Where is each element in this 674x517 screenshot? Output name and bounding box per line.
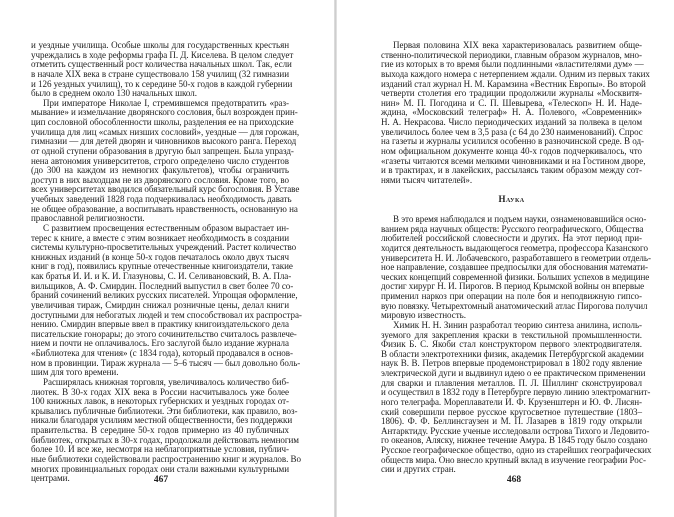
text-line: применил наркоз при операции на поле боя и неподвижную гипсо- — [381, 291, 642, 301]
text-line: браний сочинений великих русских писателей. Упрощая оформление, — [31, 290, 298, 301]
text-line: учебных заведений 1828 года подчеркивалась необходимость давать — [31, 194, 292, 204]
text-line: и осуществил в 1832 году в Петербурге первую линию электромагнит- — [381, 387, 651, 398]
text-line: увеличивая тираж, Смирдин снижал розничные цены, делал книги — [31, 299, 289, 310]
text-line: ного телеграфа. Мореплаватели И. Ф. Крузенштерн и Ю. Ф. Лисян- — [381, 396, 642, 407]
text-line: нием и почти не оплачивалось. Его заслугой было издание журнала — [31, 338, 289, 349]
text-line: библиотек, открытых в 30-х годах, продолжали действовать немногим — [31, 434, 299, 445]
text-line: В области электротехники физик, академик Петербургской академии — [381, 348, 644, 359]
text-line: В это время наблюдался и подъем науки, ознаменовавшийся осно- — [393, 214, 647, 224]
text-line: и 126 уездных училищ), то к середине 50-х годов в каждой губернии — [31, 78, 293, 89]
text-line: Первая половина XIX века характеризовалась развитием обще- — [393, 40, 642, 50]
text-line: вильщиков, А. Ф. Смирдин. Последний выпустил в свет более 70 со- — [31, 280, 294, 291]
left-page-body — [31, 40, 302, 484]
text-line: гимназии — для детей дворян и чиновников высокого ранга. Переход — [31, 136, 297, 147]
text-line: Расширялась книжная торговля, увеличивалось количество биб- — [43, 376, 289, 387]
science-paragraph-group — [381, 214, 652, 475]
text-line: ном официальном документе конца 40-х годов подчеркивалось, что — [381, 145, 642, 156]
text-line: Химик Н. Н. Зинин разработал теорию синтеза анилина, исполь- — [393, 319, 642, 330]
page-number: 468 — [506, 475, 522, 485]
text-line: любителей российской словесности и других. На этот период при- — [381, 233, 642, 244]
text-line: При императоре Николае I, стремившемся предотвратить «раз- — [43, 97, 289, 108]
text-line: нями тысяч читателей». — [381, 174, 473, 185]
text-line: ждина, «Московский телеграф» Н. А. Полевого, «Современник» — [381, 107, 642, 118]
text-line: книг в год), появились крупные отечественные книгоиздатели, такие — [31, 261, 293, 272]
left-page — [0, 0, 335, 517]
text-line: четверти столетия его традиции продолжили журналы «Москвитя- — [381, 88, 642, 99]
text-line: Антарктиду. Русские ученые исследовали острова Тихого и Ледовито- — [381, 425, 650, 436]
text-line: отметить существенный рост количества начальных школ. Так, если — [31, 59, 292, 70]
text-line: Физик Б. С. Якоби стал конструктором первого электродвигателя. — [381, 339, 642, 350]
text-line: многих провинциальных городах они стали важными культурными — [31, 463, 289, 474]
text-line: как братья И. И. и К. И. Глазуновы, С. И. Селивановский, В. А. Пла- — [31, 271, 292, 281]
text-line: ческих концепций современной физики. Больших успехов в медицине — [381, 271, 650, 282]
text-line: в начале XIX века в стране существовало 158 училищ (32 гимназии — [31, 68, 289, 79]
text-line: С развитием просвещения естественным образом вырастает ин- — [43, 222, 289, 233]
text-line: электрической дуги и выдвинул идею о ее практическом применении — [381, 368, 646, 378]
text-line: доступными для небогатых людей и тем способствовал их распростра- — [31, 309, 302, 320]
text-line: го океанов, Аляску, нижнее течение Амура. В 1845 году было создано — [381, 435, 648, 446]
text-line: нена автономия университетов, строго определено число студентов — [31, 155, 289, 166]
text-line: книжных изданий (в конце 50-х годов печаталось около двух тысяч — [31, 251, 289, 262]
text-line: училища для лиц «самых низших сословий», уездные — для горожан, — [31, 126, 300, 137]
text-line: крывались публичные библиотеки. Эти библиотеки, как правило, воз- — [31, 405, 298, 416]
text-line: «Библиотека для чтения» (с 1834 года), который продавался в основ- — [31, 348, 293, 358]
text-line: никали благодаря усилиям местной общественности, без поддержки — [31, 415, 293, 426]
text-line: правительства. В середине 50-х годов примерно из 40 публичных — [31, 425, 289, 435]
text-line: мывание» и измельчание дворянского сословия, был возрожден прин- — [31, 107, 298, 118]
text-line: ственно-политической периодики, главным образом журналов, мно- — [381, 49, 642, 60]
text-line: ное направление, создавшее предпосылки для обоснования математи- — [381, 262, 648, 273]
text-line: шим для того времени. — [31, 367, 119, 378]
text-line: было в среднем около 130 начальных школ. — [31, 88, 197, 99]
text-line: ский совершили первое русское кругосветное путешествие (1803– — [381, 406, 642, 417]
text-line: вую повязку. Четырехтомный анатомический атлас Пирогова получил — [381, 300, 648, 311]
text-line: лиотек. В 30-х годах XIX века в России насчитывалось уже более — [31, 386, 289, 397]
text-line: писательские гонорары; до этого сочинительство считалось развлече- — [31, 328, 297, 339]
text-line: Русское географическое общество, одно из старейших географических — [381, 445, 652, 455]
text-line: для сварки и плавления металлов. П. Л. Шиллинг сконструировал — [381, 377, 642, 388]
text-line: нению. Смирдин впервые ввел в практику книгоиздательского дела — [31, 319, 289, 330]
text-line: доступ в них выходцам не из дворянского сословия. Кроме того, во — [31, 174, 289, 185]
text-line: более 10. И все же, несмотря на неблагоприятные условия, публич- — [31, 444, 289, 455]
text-line: университета Н. И. Лобачевского, разработавшего в геометрии отдель- — [381, 252, 651, 263]
text-line: «газеты читаются всеми мелкими чиновниками и на Гостином дворе, — [381, 155, 646, 166]
text-line: и уездные училища. Особые школы для государственных крестьян — [31, 40, 289, 50]
text-line: ные библиотеки содействовали распространению книг и журналов. Во — [31, 453, 301, 464]
text-line: учреждались в ходе реформы графа П. Д. Киселева. В целом следует — [31, 49, 294, 60]
text-line: системы культурно-просветительных учреждений. Растет количество — [31, 242, 297, 253]
text-line: 1806). Ф. Ф. Беллинсгаузен и М. П. Лазарев в 1819 году открыли — [381, 416, 642, 427]
text-line: ном в провинции. Тираж журнала — 5–6 тысяч — был довольно боль- — [31, 357, 301, 368]
text-line: сии и других стран. — [381, 464, 456, 475]
text-line: выхода каждого номера с нетерпением ждали. Одним из первых таких — [381, 68, 650, 79]
right-page-body — [381, 40, 652, 475]
text-line: центрами. — [31, 473, 70, 484]
section-heading: Наука — [498, 194, 525, 205]
text-line: нин» М. П. Погодина и С. П. Шевырева, «Телескоп» Н. И. Наде- — [381, 97, 642, 108]
text-line: достиг хирург Н. И. Пирогов. В период Крымской войны он впервые — [381, 281, 645, 292]
text-line: и в трактирах, и в лакейских, рассылаясь таким образом между сот- — [381, 165, 642, 176]
text-line: наук В. В. Петров впервые продемонстрировал в 1802 году явление — [381, 358, 642, 369]
text-line: обществ мира. Оно внесло крупный вклад в изучение географии Рос- — [381, 454, 646, 465]
text-line: терес к книге, а вместе с этим возникает необходимость в создании — [31, 232, 289, 243]
text-line: зуемого для закрепления краски в текстильной промышленности. — [381, 329, 642, 340]
text-line: не общее образование, а воспитывать нравственность, основанную на — [31, 203, 298, 214]
page-number: 467 — [153, 475, 169, 485]
text-line: ходится деятельность выдающегося геометра, профессора Казанского — [381, 242, 648, 253]
text-line: ванием ряда научных обществ: Русского географического, Общества — [381, 223, 644, 234]
text-line: мировую известность. — [381, 310, 466, 321]
text-line: Н. А. Некрасова. Число периодических изданий за полвека в целом — [381, 117, 642, 127]
text-line: изданий стал журнал Н. М. Карамзина «Вестник Европы». Во второй — [381, 78, 646, 89]
text-line: от одной ступени образования в другую был запрещен. Была упразд- — [31, 145, 294, 156]
text-line: православной религиозности. — [31, 213, 145, 224]
text-line: (до 300 на каждом из немногих факультетов), чтобы ограничить — [31, 165, 289, 176]
text-line: цип сословной обособленности школы, разделения ее на приходские — [31, 117, 294, 127]
text-line: на газеты и журналы усилился особенно в разночинской среде. В од- — [381, 136, 644, 147]
text-line: гие из которых в то время были подлинными «властителями дум» — — [381, 59, 644, 70]
text-line: увеличилось более чем в 3,5 раза (с 64 до 230 наименований). Спрос — [381, 126, 643, 137]
right-page — [337, 0, 674, 517]
text-line: 100 книжных лавок, в некоторых губернских и уездных городах от- — [31, 396, 289, 407]
periodicals-paragraph-group — [381, 40, 650, 185]
text-line: всех университетах вводился обязательный курс богословия. В Уставе — [31, 184, 300, 195]
